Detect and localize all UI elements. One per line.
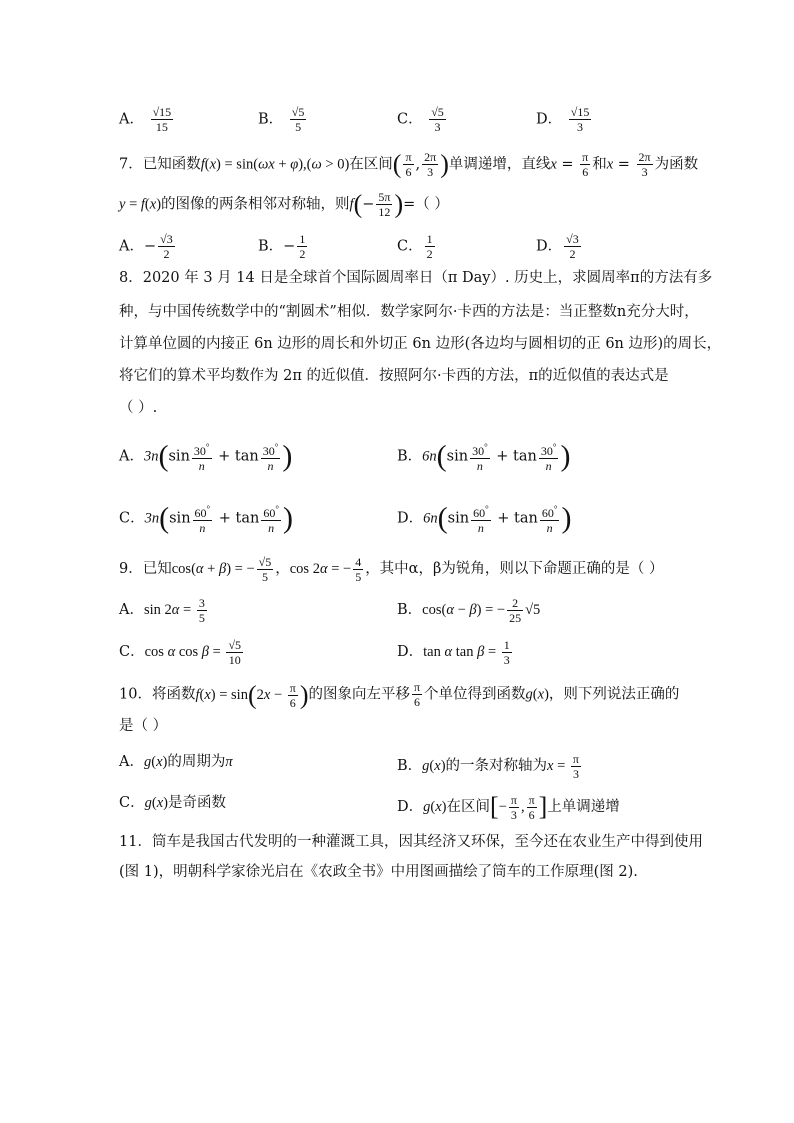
sign: − [283,238,296,255]
q10-text: 10．将函数 [119,686,196,703]
fraction: $\frac{60^\circ}{n}$ [541,504,558,535]
numerator: 1 [426,232,433,246]
fraction [569,105,592,134]
q7-text: 的图像的两条相邻对称轴，则 [161,196,350,213]
q8-option-a: A．3n(sin $\frac{30^\circ}{n}$ + tan $\frac{30^\circ}{n}$ ) [119,439,293,473]
fraction [151,105,174,134]
degree: 60 [263,506,276,520]
q7-line-1: 7．已知函数f(x) = sin(ωx + φ),(ω > 0)在区间( $\frac{\pi}{6}$ , $\frac{2\pi}{3}$ )单调递增，直线x = $\frac{\pi}{6}$ 和x = $\frac{2\pi}{3}$ 为函数 [119,149,699,179]
degree: 30 [193,444,206,458]
q10-option-a: A．g(x)的周期为π [119,754,233,770]
option-label: B． [397,448,423,465]
q7-option-b [258,232,309,261]
q7-line-2: y = f(x)的图像的两条相邻对称轴，则f(− $\frac{5\pi}{12}$ )=（ ） [119,189,449,219]
q8-line-1: 8．2020 年 3 月 14 日是全球首个国际圆周率日（π Day）. 历史上，求圆周率π的方法有多 [119,270,713,286]
denominator: 5 [295,120,302,134]
fraction [564,232,581,261]
fraction: $\frac{2\pi}{3}$ [638,150,651,179]
option-label: B． [397,757,423,774]
math-expr: tan α tan β = $\frac{1}{3}$ [423,638,510,667]
q9-line-1 [119,555,663,584]
q9-option-b [397,596,540,625]
option-label: B． [258,238,284,255]
q10-line-1: 10．将函数f(x) = sin(2x − $\frac{\pi}{6}$ )的图象向左平移 $\frac{\pi}{6}$ 个单位得到函数g(x)，则下列说法正确的 [119,680,680,710]
fraction: $\frac{5\pi}{12}$ [378,190,391,219]
q10-line-2: 是（ ） [119,718,168,734]
option-label: A． [119,754,144,770]
math-expr: f(x) = sin(2x − $\frac{\pi}{6}$ ) [195,680,309,710]
q7-text: 单调递增，直线 [448,156,551,173]
option-label: C． [119,643,145,660]
q8-option-b: B．6n(sin $\frac{30^\circ}{n}$ + tan $\frac{30^\circ}{n}$ ) [397,439,571,473]
q10-option-b: B．g(x)的一条对称轴为x = $\frac{\pi}{3}$ [397,752,579,781]
option-label: A． [119,111,144,128]
q7-option-a [119,232,177,261]
denominator: 2 [569,247,576,261]
q9-text: ，其中α，β为锐角，则以下命题正确的是（ ） [365,560,664,577]
q11-line-2: (图 1)，明朝科学家徐光启在《农政全书》中用图画描绘了筒车的工作原理(图 2). [119,864,638,880]
fraction: $\frac{60^\circ}{n}$ [473,504,489,535]
fraction: $\frac{30^\circ}{n}$ [262,442,279,473]
fraction: $\frac{2\pi}{3}$ [424,150,437,179]
option-text: 是奇函数 [167,795,226,811]
q9-option-d [397,638,514,667]
degree: 60 [194,506,207,520]
q6-option-d [536,105,593,134]
option-text: 上单调递增 [547,798,620,815]
fraction: $\frac{60^\circ}{n}$ [263,504,279,535]
denominator: 15 [155,120,168,134]
q7-text: 和 [592,156,607,173]
fraction [425,232,435,261]
math-expr: cos α cos β = $\frac{√5}{10}$ [144,638,242,667]
coefficient: 6n [422,448,437,465]
q11-line-1: 11．筒车是我国古代发明的一种灌溉工具，因其经济又环保，至今还在农业生产中得到使用 [119,834,703,850]
numerator: √3 [566,232,579,246]
option-label: A． [119,448,144,465]
q7-text: 为函数 [654,156,699,173]
option-text: 的周期为 [167,754,226,770]
coefficient: 3n [144,510,160,527]
math-expr: cos(α + β) = − $\frac{√5}{5}$ [171,555,272,584]
q8-line-3: 计算单位圆的内接正 6n 边形的周长和外切正 6n 边形(各边均与圆相切的正 6n 边形)的周长， [119,336,722,352]
denominator: 2 [299,247,306,261]
q10-option-d: D．g(x)在区间[− $\frac{\pi}{3}$ , $\frac{\pi}{6}$ ]上单调递增 [397,791,620,822]
math-expr: y = f(x) [119,196,162,213]
degree: 30 [472,444,485,458]
option-label: B． [258,111,284,128]
fraction [290,105,307,134]
degree: 60 [473,506,486,520]
option-label: D． [536,238,563,255]
fraction [158,232,175,261]
degree: 30 [262,444,275,458]
fraction: $\frac{30^\circ}{n}$ [193,442,210,473]
denominator: 3 [577,120,584,134]
q9-text: 9．已知 [119,560,172,577]
degree: 30 [540,444,553,458]
fraction: $\frac{\pi}{6}$ [582,150,589,179]
q6-option-b [258,105,308,134]
fraction: $\frac{30^\circ}{n}$ [540,442,557,473]
numerator: √15 [152,105,172,119]
math-expr: sin 2α = $\frac{3}{5}$ [143,596,205,625]
degree: 60 [541,506,554,520]
numerator: √3 [160,232,173,246]
fraction: $\frac{\pi}{6}$ [413,680,421,709]
q10-option-c: C．g(x)是奇函数 [119,795,226,811]
sign: − [143,238,157,255]
q10-text: 的图象向左平移 [308,686,410,703]
q7-option-c [397,232,437,261]
option-label: C． [119,510,145,527]
denominator: 2 [163,247,170,261]
numerator: √15 [570,105,590,119]
q8-line-2: 种，与中国传统数学中的“割圆术”相似．数学家阿尔·卡西的方法是：当正整数n充分大时， [119,304,699,320]
fraction: $\frac{\pi}{6}$ [405,150,412,179]
q7-text: 7．已知函数 [119,156,201,173]
q7-text: =（ ） [403,196,449,213]
q7-option-d [536,232,583,261]
q6-option-a [119,105,175,134]
option-label: D． [397,798,424,815]
numerator: 1 [299,232,306,246]
q8-line-4: 将它们的算术平均数作为 2π 的近似值．按照阿尔·卡西的方法，π的近似值的表达式是 [119,368,669,384]
fraction [429,105,446,134]
denominator: 2 [426,247,433,261]
coefficient: 6n [423,510,438,527]
numerator: √5 [291,105,305,119]
math-expr: cos(α − β) = − $\frac{2}{25}$ √5 [422,596,541,625]
option-label: D． [397,643,424,660]
fraction: $\frac{30^\circ}{n}$ [472,442,488,473]
coefficient: 3n [143,448,159,465]
numerator: √5 [431,105,444,119]
option-label: A． [119,601,144,618]
q10-text: 个单位得到函数 [424,686,526,703]
q8-option-d: D．6n(sin $\frac{60^\circ}{n}$ + tan $\frac{60^\circ}{n}$ ) [397,501,572,535]
q6-option-c [397,105,448,134]
option-text: 在区间 [446,798,491,815]
q7-text: 在区间 [349,156,393,173]
q9-text: ， [275,560,290,577]
math-expr: f(x) = sin(ωx + φ),(ω > 0) [200,156,350,173]
q10-text: ，则下列说法正确的 [548,686,680,703]
denominator: 3 [434,120,441,134]
option-label: C． [397,111,423,128]
fraction [297,232,307,261]
option-label: C． [397,238,423,255]
fraction: $\frac{60^\circ}{n}$ [194,504,211,535]
option-label: D． [397,510,424,527]
option-label: D． [536,111,563,128]
q8-line-5: （ ）. [119,400,158,416]
q9-option-c [119,638,245,667]
option-label: A． [119,238,144,255]
option-label: C． [119,795,145,811]
option-text: 的一条对称轴为 [445,757,548,774]
math-expr: cos 2α = − $\frac{4}{5}$ [289,555,362,584]
q8-option-c: C．3n(sin $\frac{60^\circ}{n}$ + tan $\frac{60^\circ}{n}$ ) [119,501,293,535]
option-label: B． [397,601,423,618]
q9-option-a [119,596,209,625]
